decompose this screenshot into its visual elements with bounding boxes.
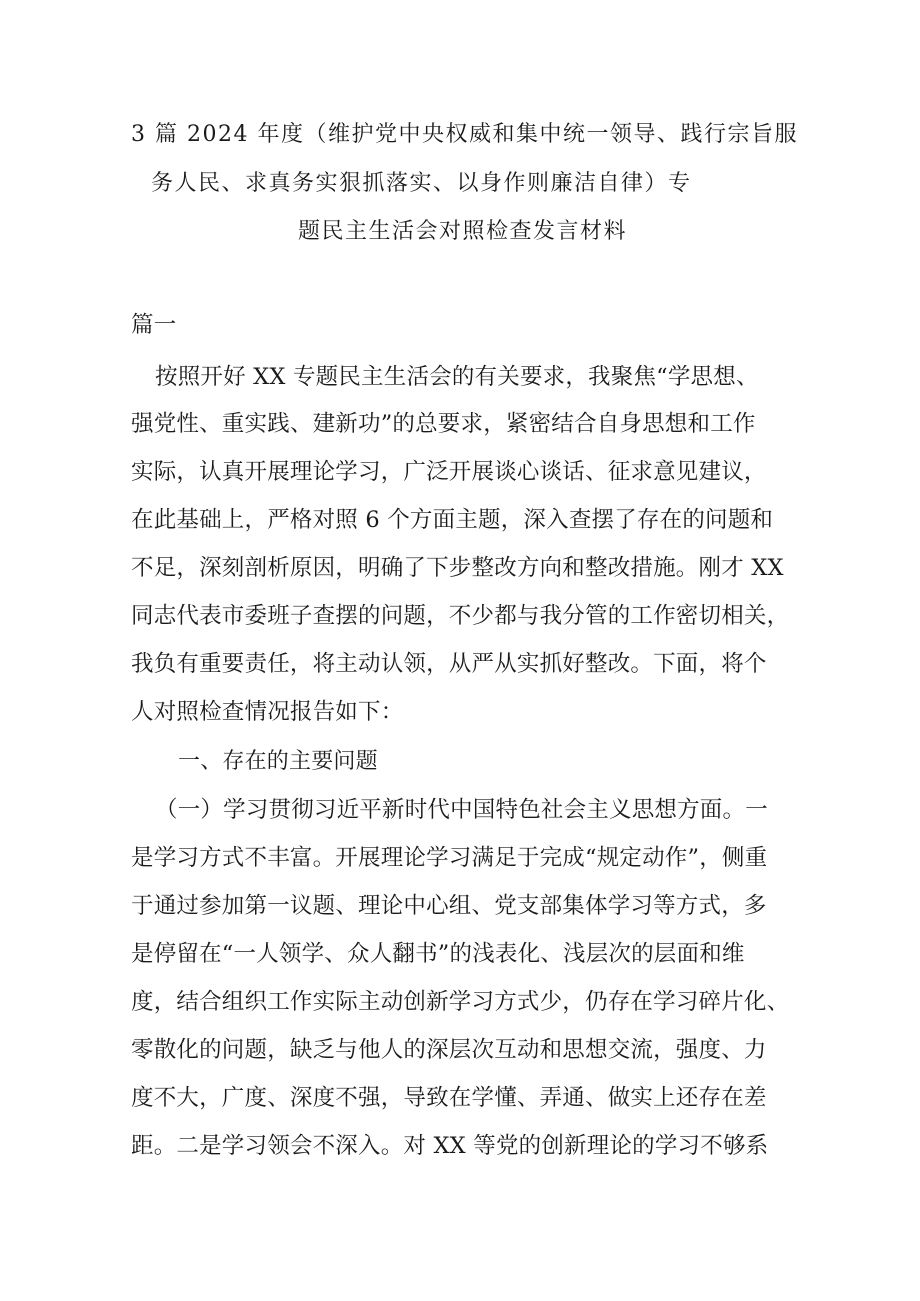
body-line: 我负有重要责任，将主动认领，从严从实抓好整改。下面，将个	[131, 651, 767, 677]
body-line: 强党性、重实践、建新功”的总要求，紧密结合自身思想和工作	[131, 411, 756, 437]
section-heading: 一、存在的主要问题	[178, 749, 378, 774]
document-title-line-1: 3 篇 2024 年度（维护党中央权威和集中统一领导、践行宗旨服	[131, 122, 798, 147]
section-label: 篇一	[131, 312, 177, 338]
body-line: 按照开好 XX 专题民主生活会的有关要求，我聚焦“学思想、	[155, 364, 759, 390]
body-line: 实际，认真开展理论学习，广泛开展谈心谈话、征求意见建议，	[131, 459, 767, 485]
body-line: 不足，深刻剖析原因，明确了下步整改方向和整改措施。刚才 XX	[131, 555, 784, 581]
body-line: 人对照检查情况报告如下：	[131, 699, 404, 725]
subsection-line: 是学习方式不丰富。开展理论学习满足于完成“规定动作”，侧重	[131, 845, 768, 871]
body-line: 同志代表市委班子查摆的问题，不少都与我分管的工作密切相关，	[131, 603, 790, 629]
subsection-line: 距。二是学习领会不深入。对 XX 等党的创新理论的学习不够系	[131, 1133, 769, 1159]
document-title-line-3: 题民主生活会对照检查发言材料	[298, 219, 628, 244]
body-line: 在此基础上，严格对照 6 个方面主题，深入查摆了存在的问题和	[131, 507, 774, 533]
subsection-line: 度，结合组织工作实际主动创新学习方式少，仍存在学习碎片化、	[131, 989, 790, 1015]
subsection-line: 度不大，广度、深度不强，导致在学懂、弄通、做实上还存在差	[131, 1085, 767, 1111]
subsection-line: 零散化的问题，缺乏与他人的深层次互动和思想交流，强度、力	[131, 1037, 767, 1063]
document-title-line-2: 务人民、求真务实狠抓落实、以身作则廉洁自律）专	[151, 171, 692, 196]
subsection-line: 于通过参加第一议题、理论中心组、党支部集体学习等方式，多	[131, 893, 767, 919]
subsection-line: 是停留在“一人领学、众人翻书”的浅表化、浅层次的层面和维	[131, 941, 745, 967]
subsection-line: （一）学习贯彻习近平新时代中国特色社会主义思想方面。一	[155, 797, 768, 823]
